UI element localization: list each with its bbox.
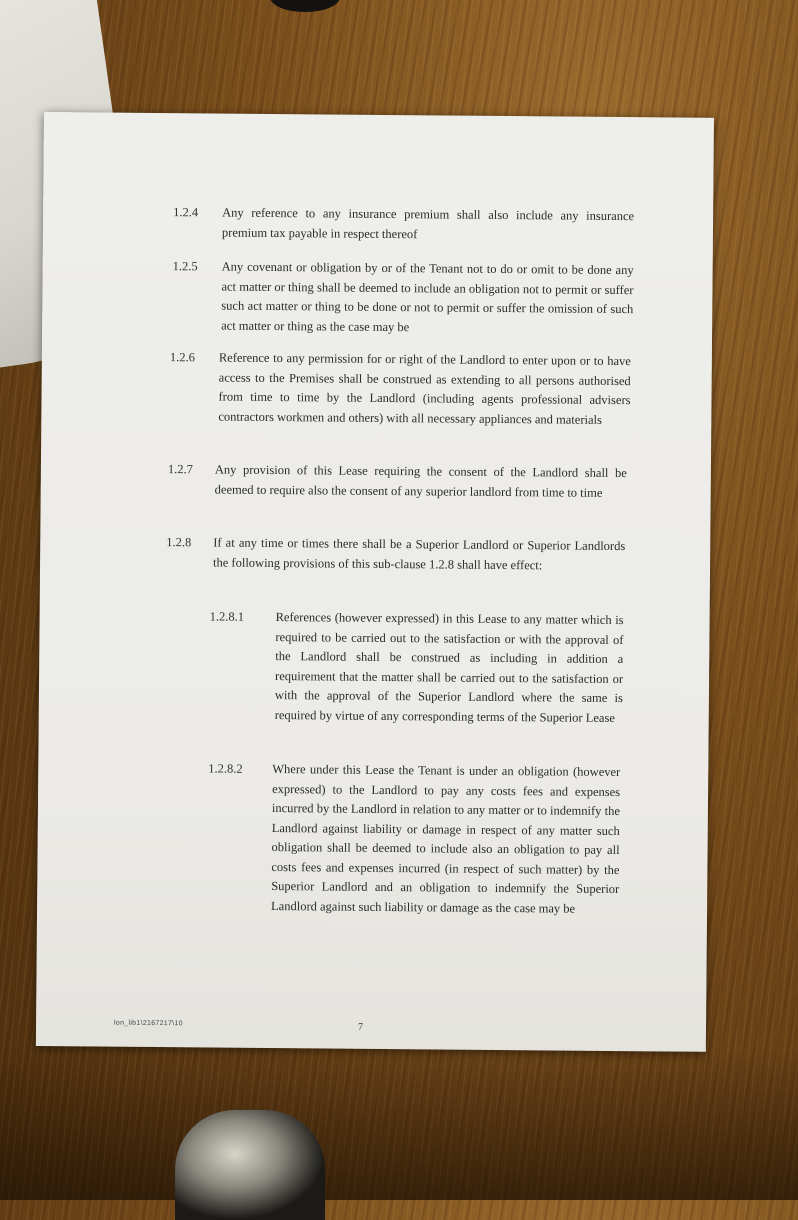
subclause-1-2-8-2 (207, 759, 629, 943)
clause-number: 1.2.8 (166, 535, 192, 550)
dark-object (270, 0, 340, 12)
clause-text: Any reference to any insurance premium shall also include any insurance premium tax payable in respect thereof (221, 205, 635, 241)
clause-number: 1.2.6 (169, 350, 195, 365)
subclause-1-2-8-1 (208, 607, 629, 751)
clause-text: Any covenant or obligation by or of the Tenant not to do or omit to be done any act matter or thing shall be deemed to include an obligation not to permit or suffer such act matter or thing to be done or not to permit or suffer the omission of such act matter or thing as the case may be (221, 259, 634, 334)
clause-1-2-8 (166, 533, 637, 597)
clause-number: 1.2.7 (167, 462, 193, 477)
clause-1-2-6 (169, 348, 640, 452)
clause-text: If at any time or times there shall be a Superior Landlord or Superior Landlords the following provisions of this sub-clause 1.2.8 shall have effect: (213, 535, 626, 572)
clause-text: Reference to any permission for or right of the Landlord to enter upon or to have access to the Premises shall be construed as extending to all persons authorised from time to time by the Landlord (including agents professional advisers contractors workmen and others) with all necessary appliances and materials (218, 350, 631, 427)
clause-number: 1.2.4 (173, 205, 199, 220)
subclause-text: Where under this Lease the Tenant is under an obligation (however expressed) to the Landlord to pay any costs fees and expenses incurred by the Landlord in relation to any matter or to indemnify the Landlord against liability or damage in respect of any matter such obligation shall be deemed to include also an obligation to pay all costs fees and expenses incurred (in respect of such matter) by the Superior Landlord and an obligation to indemnify the Superior Landlord against such liability or damage as the case may be (271, 762, 621, 916)
page-number: 7 (357, 1021, 364, 1033)
table-shadow (0, 1050, 798, 1200)
subclause-text: References (however expressed) in this Lease to any matter which is required to be carried out to the satisfaction or with the approval of the Landlord shall be construed as including in addition a requirement that the matter shall be carried out to the satisfaction or with the approval of the Superior Landlord where the same is required by virtue of any corresponding terms of the Superior Lease (274, 610, 624, 725)
clause-number: 1.2.5 (172, 259, 198, 274)
clause-1-2-7 (167, 460, 638, 524)
subclause-number: 1.2.8.2 (208, 761, 243, 776)
subclause-number: 1.2.8.1 (209, 609, 245, 624)
document-page (36, 112, 714, 1052)
clause-1-2-4 (173, 203, 643, 247)
footer-document-reference: lon_lib1\2167217\10 (114, 1019, 183, 1028)
clause-text: Any provision of this Lease requiring the consent of the Landlord shall be deemed to require also the consent of any superior landlord from time to time (214, 462, 627, 500)
clause-1-2-5 (172, 257, 643, 341)
bottle-object (175, 1110, 325, 1220)
